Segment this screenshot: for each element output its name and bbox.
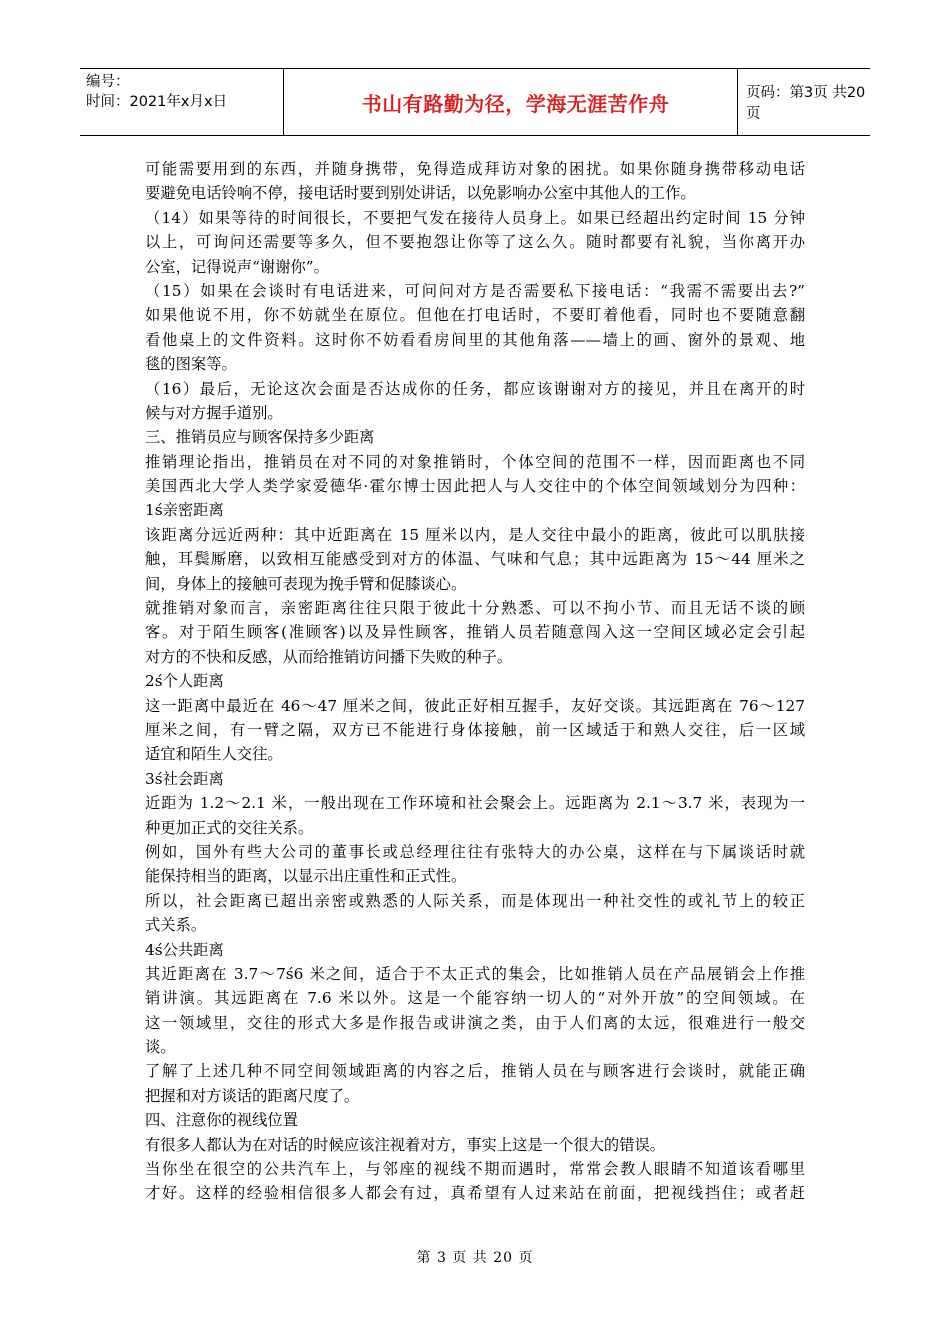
text-line: 客。对于陌生顾客(准顾客)以及异性顾客，推销人员若随意闯入这一空间区域必定会引起	[145, 623, 805, 642]
text-line: 公室，记得说声“谢谢你”。	[145, 257, 329, 276]
text-line: 这一领域里，交往的形式大多是作报告或讲演之类，由于人们离的太远，很难进行一般交	[145, 1013, 805, 1032]
text-line: 以上，可询问还需要等多久，但不要抱怨让你等了这么久。随时都要有礼貌，当你离开办	[145, 233, 805, 252]
header-page-number: 页码：第3页 共20页	[746, 85, 866, 122]
text-line: 要避免电话铃响不停，接电话时要到别处讲话，以免影响办公室中其他人的工作。	[145, 184, 696, 203]
text-line: 间，身体上的接触可表现为挽手臂和促膝谈心。	[145, 574, 467, 593]
text-line: 适宜和陌生人交往。	[145, 745, 283, 764]
text-line: 了解了上述几种不同空间领域距离的内容之后，推销人员在与顾客进行会谈时，就能正确	[145, 1062, 805, 1081]
text-line: 1ś亲密距离	[145, 501, 224, 520]
text-line: 4ś公共距离	[145, 940, 224, 959]
text-line: 厘米之间，有一臂之隔，双方已不能进行身体接触，前一区域适于和熟人交往，后一区域	[145, 720, 805, 739]
text-line: （16）最后，无论这次会面是否达成你的任务，都应该谢谢对方的接见，并且在离开的时	[145, 379, 805, 398]
text-line: 四、注意你的视线位置	[145, 1111, 298, 1130]
text-line: 美国西北大学人类学家爱德华·霍尔博士因此把人与人交往中的个体空间领域划分为四种：	[145, 477, 805, 496]
text-line: 对方的不快和反感，从而给推销访问播下失败的种子。	[145, 647, 513, 666]
text-line: （14）如果等待的时间很长，不要把气发在接待人员身上。如果已经超出约定时间 15 分钟	[145, 208, 805, 227]
text-line: 三、推销员应与顾客保持多少距离	[145, 428, 375, 447]
text-line: 所以，社会距离已超出亲密或熟悉的人际关系，而是体现出一种社交性的或礼节上的较正	[145, 891, 805, 910]
document-number-label: 编号：	[86, 74, 130, 90]
text-line: 能保持相当的距离，以显示出庄重性和正式性。	[145, 867, 467, 886]
text-line: 候与对方握手道别。	[145, 403, 283, 422]
text-line: 就推销对象而言，亲密距离往往只限于彼此十分熟悉、可以不拘小节、而且无话不谈的顾	[145, 599, 805, 618]
text-line: 其近距离在 3.7～7ś6 米之间，适合于不太正式的集会，比如推销人员在产品展销会上作推	[145, 964, 805, 983]
text-line: 销讲演。其远距离在 7.6 米以外。这是一个能容纳一切人的“对外开放”的空间领域。在	[145, 989, 805, 1008]
text-line: （15）如果在会谈时有电话进来，可问问对方是否需要私下接电话：“我需不需要出去?”	[145, 281, 805, 300]
text-line: 触，耳鬓厮磨，以致相互能感受到对方的体温、气味和气息；其中远距离为 15～44 厘米之	[145, 550, 805, 569]
text-line: 可能需要用到的东西，并随身携带，免得造成拜访对象的困扰。如果你随身携带移动电话	[145, 160, 805, 178]
document-body	[145, 157, 805, 1206]
text-line: 把握和对方谈话的距离尺度了。	[145, 1086, 360, 1105]
text-line: 这一距离中最近在 46～47 厘米之间，彼此正好相互握手，友好交谈。其远距离在 76～127	[145, 696, 805, 715]
text-line: 3ś社会距离	[145, 769, 224, 788]
text-line: 当你坐在很空的公共汽车上，与邻座的视线不期而遇时，常常会教人眼睛不知道该看哪里	[145, 1160, 805, 1179]
header-page-cell	[738, 69, 870, 135]
text-line: 谈。	[145, 1038, 176, 1057]
text-line: 2ś个人距离	[145, 672, 224, 691]
text-line: 式关系。	[145, 916, 207, 935]
text-line: 才好。这样的经验相信很多人都会有过，真希望有人过来站在前面，把视线挡住；或者赶	[145, 1184, 805, 1203]
text-line: 看他桌上的文件资料。这时你不妨看看房间里的其他角落——墙上的画、窗外的景观、地	[145, 330, 805, 349]
document-time-label: 时间：2021年x月x日	[86, 94, 228, 110]
text-line: 推销理论指出，推销员在对不同的对象推销时，个体空间的范围不一样，因而距离也不同	[145, 452, 805, 471]
text-line: 如果他说不用，你不妨就坐在原位。但他在打电话时，不要盯着他看，同时也不要随意翻	[145, 306, 805, 325]
text-line: 种更加正式的交往关系。	[145, 818, 314, 837]
text-line: 毯的图案等。	[145, 355, 237, 374]
header-motto: 书山有路勤为径，学海无涯苦作舟	[361, 91, 670, 116]
text-line: 有很多人都认为在对话的时候应该注视着对方，事实上这是一个很大的错误。	[145, 1135, 666, 1154]
page-footer: 第 3 页 共 20 页	[416, 1250, 534, 1266]
text-line: 该距离分远近两种：其中近距离在 15 厘米以内，是人交往中最小的距离，彼此可以肌肤接	[145, 525, 805, 544]
text-line: 例如，国外有些大公司的董事长或总经理往往有张特大的办公桌，这样在与下属谈话时就	[145, 842, 805, 861]
header-motto-cell	[284, 69, 738, 135]
text-line: 近距为 1.2～2.1 米，一般出现在工作环境和社会聚会上。远距离为 2.1～3.7 米，表现为一	[145, 794, 805, 813]
header-meta-cell	[80, 69, 284, 135]
page-header	[80, 68, 870, 136]
